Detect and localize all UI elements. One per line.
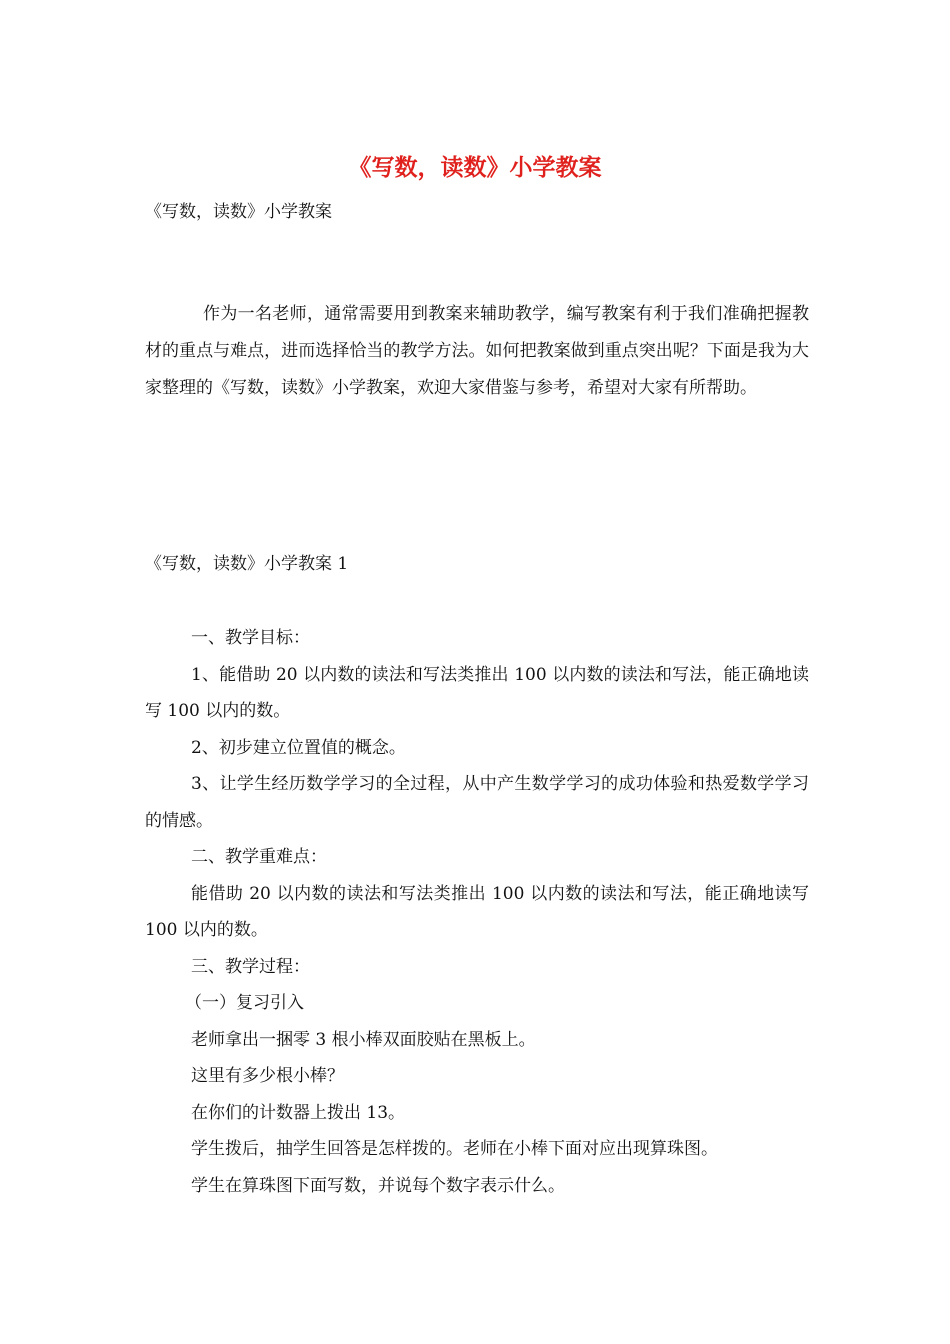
lesson-body	[145, 620, 809, 1204]
heading-key-points: 二、教学重难点：	[191, 847, 327, 867]
paragraph-step-5: 学生在算珠图下面写数，并说每个数字表示什么。	[191, 1175, 565, 1196]
paragraph-step-4: 学生拨后，抽学生回答是怎样拨的。老师在小棒下面对应出现算珠图。	[191, 1139, 718, 1159]
heading-process: 三、教学过程：	[191, 956, 310, 977]
heading-review: （一）复习引入	[185, 993, 304, 1013]
paragraph-step-3: 在你们的计数器上拨出 13。	[191, 1102, 406, 1123]
document-title: 《写数，读数》小学教案	[348, 154, 602, 181]
paragraph-objective-3: 3、让学生经历数学学习的全过程，从中产生数学学习的成功体验和热爱数学学习的情感。	[145, 774, 809, 831]
intro-paragraph: 作为一名老师，通常需要用到教案来辅助教学，编写教案有利于我们准确把握教材的重点与难点，进而选择恰当的教学方法。如何把教案做到重点突出呢？下面是我为大家整理的《写数，读数》小学教案，欢迎大家借鉴与参考，希望对大家有所帮助。	[145, 304, 809, 398]
heading-objectives: 一、教学目标：	[191, 628, 310, 648]
document-subtitle: 《写数，读数》小学教案	[145, 202, 332, 222]
paragraph-objective-2: 2、初步建立位置值的概念。	[191, 737, 406, 758]
paragraph-objective-1: 1、能借助 20 以内数的读法和写法类推出 100 以内数的读法和写法，能正确地读写 100 以内的数。	[145, 664, 809, 721]
section-title: 《写数，读数》小学教案 1	[145, 554, 349, 574]
paragraph-step-1: 老师拿出一捆零 3 根小棒双面胶贴在黑板上。	[191, 1029, 536, 1050]
paragraph-step-2: 这里有多少根小棒？	[191, 1066, 344, 1086]
paragraph-key-points: 能借助 20 以内数的读法和写法类推出 100 以内数的读法和写法，能正确地读写 100 以内的数。	[145, 883, 809, 940]
